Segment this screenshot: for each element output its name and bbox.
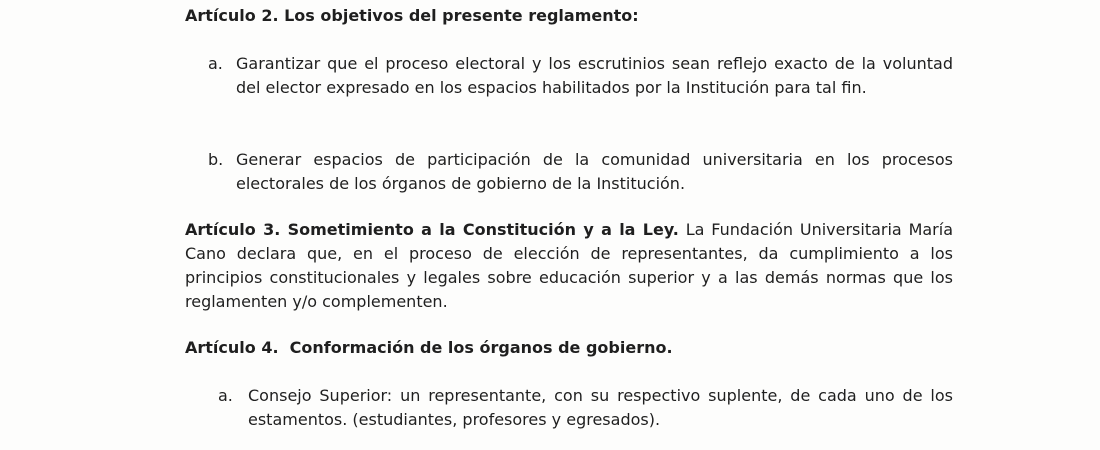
article-2-item-b: [208, 148, 953, 196]
article-3-heading: Artículo 3. Sometimiento a la Constitución y a la Ley.: [185, 220, 679, 239]
article-2-heading: Artículo 2. Los objetivos del presente reglamento:: [185, 6, 639, 25]
item-marker: a.: [208, 54, 223, 73]
item-text: Garantizar que el proceso electoral y los escrutinios sean reflejo exacto de la voluntad del elector expresado en los espacios habilitados por la Institución para tal fin.: [236, 54, 953, 97]
item-text: Generar espacios de participación de la comunidad universitaria en los procesos electorales de los órganos de gobierno de la Institución.: [236, 150, 953, 193]
item-text: Consejo Superior: un representante, con su respectivo suplente, de cada uno de los estamentos. (estudiantes, profesores y egresados).: [248, 386, 953, 429]
article-3-paragraph: [185, 218, 953, 314]
article-3-body: La Fundación Universitaria María Cano declara que, en el proceso de elección de representantes, da cumplimiento a los principios constitucionales y legales sobre educación superior y a las demás normas que los reglamenten y/o complementen.: [185, 220, 954, 311]
article-4-heading: Artículo 4. Conformación de los órganos de gobierno.: [185, 338, 673, 357]
item-marker: a.: [218, 386, 233, 405]
article-4-item-a: [218, 384, 953, 432]
item-marker: b.: [208, 150, 224, 169]
article-2-item-a: [208, 52, 953, 100]
